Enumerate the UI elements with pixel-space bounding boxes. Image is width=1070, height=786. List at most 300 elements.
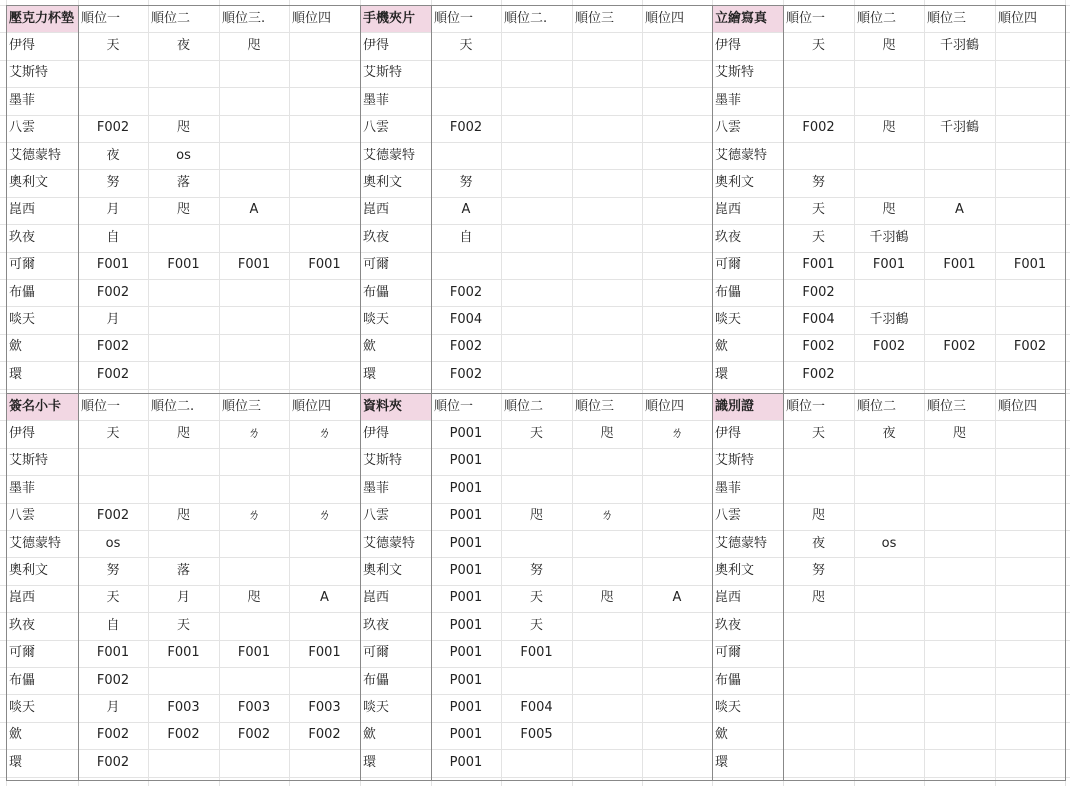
table-cell[interactable] [783, 87, 854, 114]
table-cell[interactable] [572, 612, 642, 639]
table-cell[interactable] [289, 612, 360, 639]
row-name-cell[interactable]: 可爾 [715, 645, 742, 661]
table-cell[interactable] [924, 722, 995, 749]
column-header[interactable]: 順位四 [292, 398, 332, 414]
table-cell[interactable]: 咫 [811, 590, 825, 606]
row-name-cell[interactable]: 艾德蒙特 [9, 535, 62, 551]
row-name-cell[interactable]: 啖天 [9, 312, 36, 328]
table-cell[interactable] [642, 694, 712, 721]
table-cell[interactable]: 咫 [176, 120, 190, 136]
table-cell[interactable] [572, 306, 642, 333]
column-header[interactable]: 順位四 [645, 10, 685, 26]
table-cell[interactable] [289, 224, 360, 251]
table-cell[interactable]: 天 [811, 38, 825, 54]
table-cell[interactable] [924, 640, 995, 667]
table-cell[interactable] [642, 530, 712, 557]
table-cell[interactable] [642, 361, 712, 388]
table-cell[interactable] [501, 749, 572, 776]
table-cell[interactable] [219, 361, 289, 388]
row-name-cell[interactable]: 可爾 [9, 645, 36, 661]
table-cell[interactable] [148, 448, 219, 475]
table-cell[interactable] [854, 60, 924, 87]
table-cell[interactable]: 夜 [811, 535, 825, 551]
table-cell[interactable]: 努 [106, 563, 120, 579]
table-cell[interactable]: 咫 [811, 508, 825, 524]
table-cell[interactable] [148, 279, 219, 306]
table-cell[interactable] [995, 585, 1065, 612]
table-cell[interactable] [219, 530, 289, 557]
table-cell[interactable]: 天 [529, 617, 543, 633]
table-cell[interactable] [219, 749, 289, 776]
row-name-cell[interactable]: 艾斯特 [363, 453, 403, 469]
table-cell[interactable] [783, 694, 854, 721]
table-cell[interactable] [995, 142, 1065, 169]
row-name-cell[interactable]: 艾德蒙特 [9, 147, 62, 163]
column-header[interactable]: 順位三 [575, 398, 615, 414]
table-cell[interactable] [501, 475, 572, 502]
table-cell[interactable] [289, 667, 360, 694]
row-name-cell[interactable]: 崑西 [363, 590, 390, 606]
table-cell[interactable] [501, 361, 572, 388]
table-cell[interactable] [572, 197, 642, 224]
column-header[interactable]: 順位二 [151, 10, 191, 26]
row-name-cell[interactable]: 艾斯特 [715, 65, 755, 81]
row-name-cell[interactable]: 奧利文 [363, 563, 403, 579]
table-cell[interactable]: 夜 [882, 426, 896, 442]
table-cell[interactable]: 月 [106, 202, 120, 218]
table-cell[interactable] [219, 224, 289, 251]
table-cell[interactable]: P001 [449, 426, 483, 442]
table-cell[interactable] [572, 252, 642, 279]
table-cell[interactable] [219, 334, 289, 361]
row-name-cell[interactable]: 墨菲 [715, 92, 742, 108]
section-title[interactable]: 簽名小卡 [6, 393, 78, 420]
table-cell[interactable] [219, 87, 289, 114]
table-cell[interactable] [289, 87, 360, 114]
table-cell[interactable]: 自 [459, 229, 473, 245]
table-cell[interactable]: F002 [449, 366, 483, 382]
row-name-cell[interactable]: 伊得 [9, 426, 36, 442]
table-cell[interactable] [219, 142, 289, 169]
column-header[interactable]: 順位一 [786, 398, 826, 414]
table-cell[interactable] [995, 169, 1065, 196]
table-cell[interactable] [572, 60, 642, 87]
row-name-cell[interactable]: 艾斯特 [715, 453, 755, 469]
table-cell[interactable]: 努 [811, 563, 825, 579]
table-cell[interactable] [995, 197, 1065, 224]
table-cell[interactable] [995, 87, 1065, 114]
row-name-cell[interactable]: 玖夜 [9, 617, 36, 633]
table-cell[interactable] [642, 667, 712, 694]
section-title[interactable]: 識別證 [712, 393, 783, 420]
table-cell[interactable]: ㄌ [670, 426, 684, 442]
table-cell[interactable] [642, 749, 712, 776]
table-cell[interactable]: P001 [449, 617, 483, 633]
table-cell[interactable]: ㄌ [317, 426, 331, 442]
table-cell[interactable] [148, 667, 219, 694]
table-cell[interactable]: 月 [106, 312, 120, 328]
table-cell[interactable] [854, 475, 924, 502]
row-name-cell[interactable]: 歛 [715, 727, 729, 743]
table-cell[interactable] [642, 60, 712, 87]
row-name-cell[interactable]: 艾德蒙特 [715, 147, 768, 163]
table-cell[interactable] [572, 530, 642, 557]
table-cell[interactable]: F001 [308, 257, 341, 273]
row-name-cell[interactable]: 布儡 [363, 672, 390, 688]
table-cell[interactable] [924, 475, 995, 502]
table-cell[interactable]: A [461, 202, 471, 218]
table-cell[interactable] [995, 667, 1065, 694]
table-cell[interactable] [572, 115, 642, 142]
table-cell[interactable] [572, 334, 642, 361]
row-name-cell[interactable]: 玖夜 [715, 617, 742, 633]
table-cell[interactable] [289, 32, 360, 59]
row-name-cell[interactable]: 環 [363, 754, 377, 770]
table-cell[interactable] [854, 749, 924, 776]
table-cell[interactable] [289, 530, 360, 557]
table-cell[interactable] [642, 448, 712, 475]
table-cell[interactable]: ㄌ [247, 426, 261, 442]
table-cell[interactable] [501, 306, 572, 333]
table-cell[interactable] [854, 361, 924, 388]
table-cell[interactable]: F002 [167, 727, 200, 743]
table-cell[interactable]: F002 [872, 339, 906, 355]
table-cell[interactable] [995, 503, 1065, 530]
table-cell[interactable] [289, 475, 360, 502]
table-cell[interactable]: F002 [237, 727, 271, 743]
column-header[interactable]: 順位三 [927, 10, 967, 26]
table-cell[interactable]: 咫 [882, 202, 896, 218]
table-cell[interactable] [642, 722, 712, 749]
table-cell[interactable]: 努 [811, 175, 825, 191]
table-cell[interactable]: A [672, 590, 682, 606]
table-cell[interactable] [219, 557, 289, 584]
row-name-cell[interactable]: 艾斯特 [9, 453, 49, 469]
table-cell[interactable]: F002 [96, 366, 130, 382]
column-header[interactable]: 順位三 [222, 398, 262, 414]
row-name-cell[interactable]: 艾斯特 [363, 65, 403, 81]
column-header[interactable]: 順位四 [292, 10, 332, 26]
table-cell[interactable]: F003 [167, 700, 200, 716]
row-name-cell[interactable]: 伊得 [715, 426, 742, 442]
row-name-cell[interactable]: 環 [9, 754, 23, 770]
row-name-cell[interactable]: 環 [9, 366, 23, 382]
table-cell[interactable]: F002 [96, 672, 130, 688]
table-cell[interactable] [924, 361, 995, 388]
table-cell[interactable]: 努 [106, 175, 120, 191]
table-cell[interactable] [854, 585, 924, 612]
table-cell[interactable]: F001 [308, 645, 341, 661]
table-cell[interactable]: 咫 [247, 590, 261, 606]
table-cell[interactable] [854, 667, 924, 694]
table-cell[interactable]: F001 [872, 257, 906, 273]
table-cell[interactable]: F004 [449, 312, 483, 328]
column-header[interactable]: 順位三 [575, 10, 615, 26]
table-cell[interactable] [431, 252, 501, 279]
table-cell[interactable]: ㄌ [317, 508, 331, 524]
table-cell[interactable]: 咫 [176, 426, 190, 442]
row-name-cell[interactable]: 艾德蒙特 [363, 147, 416, 163]
table-cell[interactable] [501, 334, 572, 361]
table-cell[interactable]: F002 [96, 508, 130, 524]
column-header[interactable]: 順位四 [645, 398, 685, 414]
table-cell[interactable]: 天 [106, 590, 120, 606]
table-cell[interactable]: F001 [520, 645, 553, 661]
table-cell[interactable] [642, 640, 712, 667]
table-cell[interactable]: F002 [308, 727, 341, 743]
row-name-cell[interactable]: 啖天 [363, 312, 390, 328]
table-cell[interactable] [854, 722, 924, 749]
table-cell[interactable]: F002 [96, 284, 130, 300]
table-cell[interactable] [289, 169, 360, 196]
table-cell[interactable] [924, 694, 995, 721]
row-name-cell[interactable]: 布儡 [363, 284, 390, 300]
table-cell[interactable]: A [955, 202, 964, 218]
table-cell[interactable]: 天 [459, 38, 473, 54]
table-cell[interactable]: F004 [520, 700, 553, 716]
table-cell[interactable] [783, 722, 854, 749]
table-cell[interactable] [783, 612, 854, 639]
table-cell[interactable] [572, 557, 642, 584]
table-cell[interactable] [924, 87, 995, 114]
table-cell[interactable] [501, 169, 572, 196]
table-cell[interactable]: F002 [802, 284, 835, 300]
row-name-cell[interactable]: 奧利文 [9, 563, 49, 579]
row-name-cell[interactable]: 布儡 [9, 284, 36, 300]
table-cell[interactable]: F002 [943, 339, 976, 355]
table-cell[interactable]: 咫 [600, 590, 614, 606]
row-name-cell[interactable]: 歛 [9, 727, 23, 743]
table-cell[interactable]: A [320, 590, 329, 606]
table-cell[interactable]: 千羽鶴 [869, 229, 909, 245]
table-cell[interactable]: 千羽鶴 [939, 120, 979, 136]
row-name-cell[interactable]: 啖天 [715, 700, 742, 716]
table-cell[interactable]: F002 [96, 339, 130, 355]
table-cell[interactable]: 天 [811, 426, 825, 442]
table-cell[interactable] [642, 115, 712, 142]
row-name-cell[interactable]: 八雲 [363, 120, 390, 136]
table-cell[interactable]: F001 [167, 645, 200, 661]
table-cell[interactable] [783, 448, 854, 475]
section-title[interactable]: 壓克力杯墊 [6, 5, 78, 32]
table-cell[interactable]: os [105, 535, 121, 551]
row-name-cell[interactable]: 墨菲 [9, 92, 36, 108]
table-cell[interactable] [148, 475, 219, 502]
table-cell[interactable] [642, 224, 712, 251]
table-cell[interactable]: F002 [802, 120, 835, 136]
row-name-cell[interactable]: 可爾 [9, 257, 36, 273]
table-cell[interactable] [783, 749, 854, 776]
table-cell[interactable] [995, 32, 1065, 59]
table-cell[interactable] [289, 115, 360, 142]
row-name-cell[interactable]: 八雲 [363, 508, 390, 524]
table-cell[interactable] [924, 530, 995, 557]
table-cell[interactable] [289, 749, 360, 776]
table-cell[interactable] [148, 224, 219, 251]
column-header[interactable]: 順位二. [151, 398, 195, 414]
row-name-cell[interactable]: 啖天 [363, 700, 390, 716]
table-cell[interactable]: 夜 [176, 38, 190, 54]
section-title[interactable]: 立繪寫真 [712, 5, 783, 32]
table-cell[interactable] [995, 530, 1065, 557]
table-cell[interactable]: 咫 [952, 426, 966, 442]
table-cell[interactable]: P001 [449, 672, 483, 688]
table-cell[interactable]: P001 [449, 563, 483, 579]
column-header[interactable]: 順位四 [998, 398, 1038, 414]
table-cell[interactable] [219, 115, 289, 142]
table-cell[interactable]: P001 [449, 480, 483, 496]
row-name-cell[interactable]: 艾德蒙特 [715, 535, 768, 551]
table-cell[interactable] [995, 361, 1065, 388]
table-cell[interactable] [219, 475, 289, 502]
column-header[interactable]: 順位一 [434, 10, 474, 26]
column-header[interactable]: 順位二 [857, 398, 897, 414]
table-cell[interactable] [572, 475, 642, 502]
table-cell[interactable] [783, 640, 854, 667]
table-cell[interactable]: F002 [96, 727, 130, 743]
column-header[interactable]: 順位二 [857, 10, 897, 26]
table-cell[interactable]: F002 [802, 339, 835, 355]
table-cell[interactable]: 月 [176, 590, 190, 606]
table-cell[interactable] [854, 557, 924, 584]
row-name-cell[interactable]: 八雲 [9, 508, 36, 524]
row-name-cell[interactable]: 艾德蒙特 [363, 535, 416, 551]
table-cell[interactable] [501, 60, 572, 87]
table-cell[interactable] [431, 87, 501, 114]
row-name-cell[interactable]: 奧利文 [715, 175, 755, 191]
table-cell[interactable] [572, 694, 642, 721]
row-name-cell[interactable]: 奧利文 [363, 175, 403, 191]
table-cell[interactable] [783, 475, 854, 502]
row-name-cell[interactable]: 歛 [363, 727, 377, 743]
table-cell[interactable] [854, 640, 924, 667]
table-cell[interactable] [78, 475, 148, 502]
row-name-cell[interactable]: 環 [715, 366, 729, 382]
table-cell[interactable] [289, 334, 360, 361]
row-name-cell[interactable]: 啖天 [9, 700, 36, 716]
column-header[interactable]: 順位一 [434, 398, 474, 414]
table-cell[interactable]: P001 [449, 727, 483, 743]
table-cell[interactable]: 千羽鶴 [869, 312, 909, 328]
table-cell[interactable] [501, 197, 572, 224]
table-cell[interactable]: 咫 [600, 426, 614, 442]
table-cell[interactable]: F001 [237, 257, 271, 273]
table-cell[interactable]: os [881, 535, 897, 551]
table-cell[interactable]: 天 [811, 229, 825, 245]
row-name-cell[interactable]: 啖天 [715, 312, 742, 328]
row-name-cell[interactable]: 環 [363, 366, 377, 382]
table-cell[interactable] [995, 612, 1065, 639]
column-header[interactable]: 順位二 [504, 398, 544, 414]
table-cell[interactable] [289, 60, 360, 87]
row-name-cell[interactable]: 布儡 [9, 672, 36, 688]
table-cell[interactable] [572, 448, 642, 475]
table-cell[interactable] [854, 279, 924, 306]
table-cell[interactable] [501, 667, 572, 694]
table-cell[interactable]: F001 [96, 257, 130, 273]
row-name-cell[interactable]: 墨菲 [363, 480, 390, 496]
table-cell[interactable] [924, 306, 995, 333]
table-cell[interactable]: 咫 [882, 38, 896, 54]
row-name-cell[interactable]: 玖夜 [9, 229, 36, 245]
table-cell[interactable] [78, 448, 148, 475]
table-cell[interactable] [924, 224, 995, 251]
table-cell[interactable] [289, 448, 360, 475]
table-cell[interactable]: 天 [811, 202, 825, 218]
table-cell[interactable] [572, 279, 642, 306]
row-name-cell[interactable]: 墨菲 [715, 480, 742, 496]
table-cell[interactable] [431, 142, 501, 169]
table-cell[interactable] [924, 667, 995, 694]
table-cell[interactable] [572, 87, 642, 114]
table-cell[interactable] [995, 448, 1065, 475]
table-cell[interactable] [572, 361, 642, 388]
table-cell[interactable] [572, 142, 642, 169]
table-cell[interactable] [219, 169, 289, 196]
table-cell[interactable]: F003 [237, 700, 271, 716]
table-cell[interactable]: A [249, 202, 259, 218]
table-cell[interactable] [995, 475, 1065, 502]
table-cell[interactable] [148, 87, 219, 114]
row-name-cell[interactable]: 八雲 [715, 508, 742, 524]
table-cell[interactable] [148, 306, 219, 333]
row-name-cell[interactable]: 崑西 [363, 202, 390, 218]
table-cell[interactable]: F002 [449, 120, 483, 136]
section-title[interactable]: 資料夾 [360, 393, 431, 420]
table-cell[interactable] [642, 197, 712, 224]
row-name-cell[interactable]: 歛 [715, 339, 729, 355]
table-cell[interactable] [995, 640, 1065, 667]
table-cell[interactable]: F001 [167, 257, 200, 273]
table-cell[interactable] [854, 87, 924, 114]
table-cell[interactable] [572, 224, 642, 251]
table-cell[interactable] [289, 197, 360, 224]
table-cell[interactable]: F001 [1013, 257, 1047, 273]
row-name-cell[interactable]: 玖夜 [363, 617, 390, 633]
table-cell[interactable] [854, 503, 924, 530]
column-header[interactable]: 順位一 [786, 10, 826, 26]
row-name-cell[interactable]: 歛 [9, 339, 23, 355]
table-cell[interactable]: F004 [802, 312, 835, 328]
table-cell[interactable] [78, 60, 148, 87]
table-cell[interactable] [219, 667, 289, 694]
table-cell[interactable]: 自 [106, 229, 120, 245]
table-cell[interactable]: P001 [449, 453, 483, 469]
table-cell[interactable]: 咫 [882, 120, 896, 136]
table-cell[interactable] [572, 749, 642, 776]
row-name-cell[interactable]: 玖夜 [715, 229, 742, 245]
table-cell[interactable] [642, 32, 712, 59]
row-name-cell[interactable]: 奧利文 [715, 563, 755, 579]
table-cell[interactable] [924, 749, 995, 776]
section-title[interactable]: 手機夾片 [360, 5, 431, 32]
table-cell[interactable] [642, 306, 712, 333]
table-cell[interactable] [289, 557, 360, 584]
table-cell[interactable] [572, 32, 642, 59]
table-cell[interactable] [995, 722, 1065, 749]
row-name-cell[interactable]: 伊得 [363, 426, 390, 442]
table-cell[interactable] [995, 557, 1065, 584]
table-cell[interactable] [501, 252, 572, 279]
row-name-cell[interactable]: 可爾 [363, 257, 390, 273]
column-header[interactable]: 順位一 [81, 10, 121, 26]
table-cell[interactable] [148, 749, 219, 776]
table-cell[interactable] [572, 169, 642, 196]
table-cell[interactable]: 咫 [247, 38, 261, 54]
row-name-cell[interactable]: 歛 [363, 339, 377, 355]
row-name-cell[interactable]: 玖夜 [363, 229, 390, 245]
table-cell[interactable] [289, 361, 360, 388]
